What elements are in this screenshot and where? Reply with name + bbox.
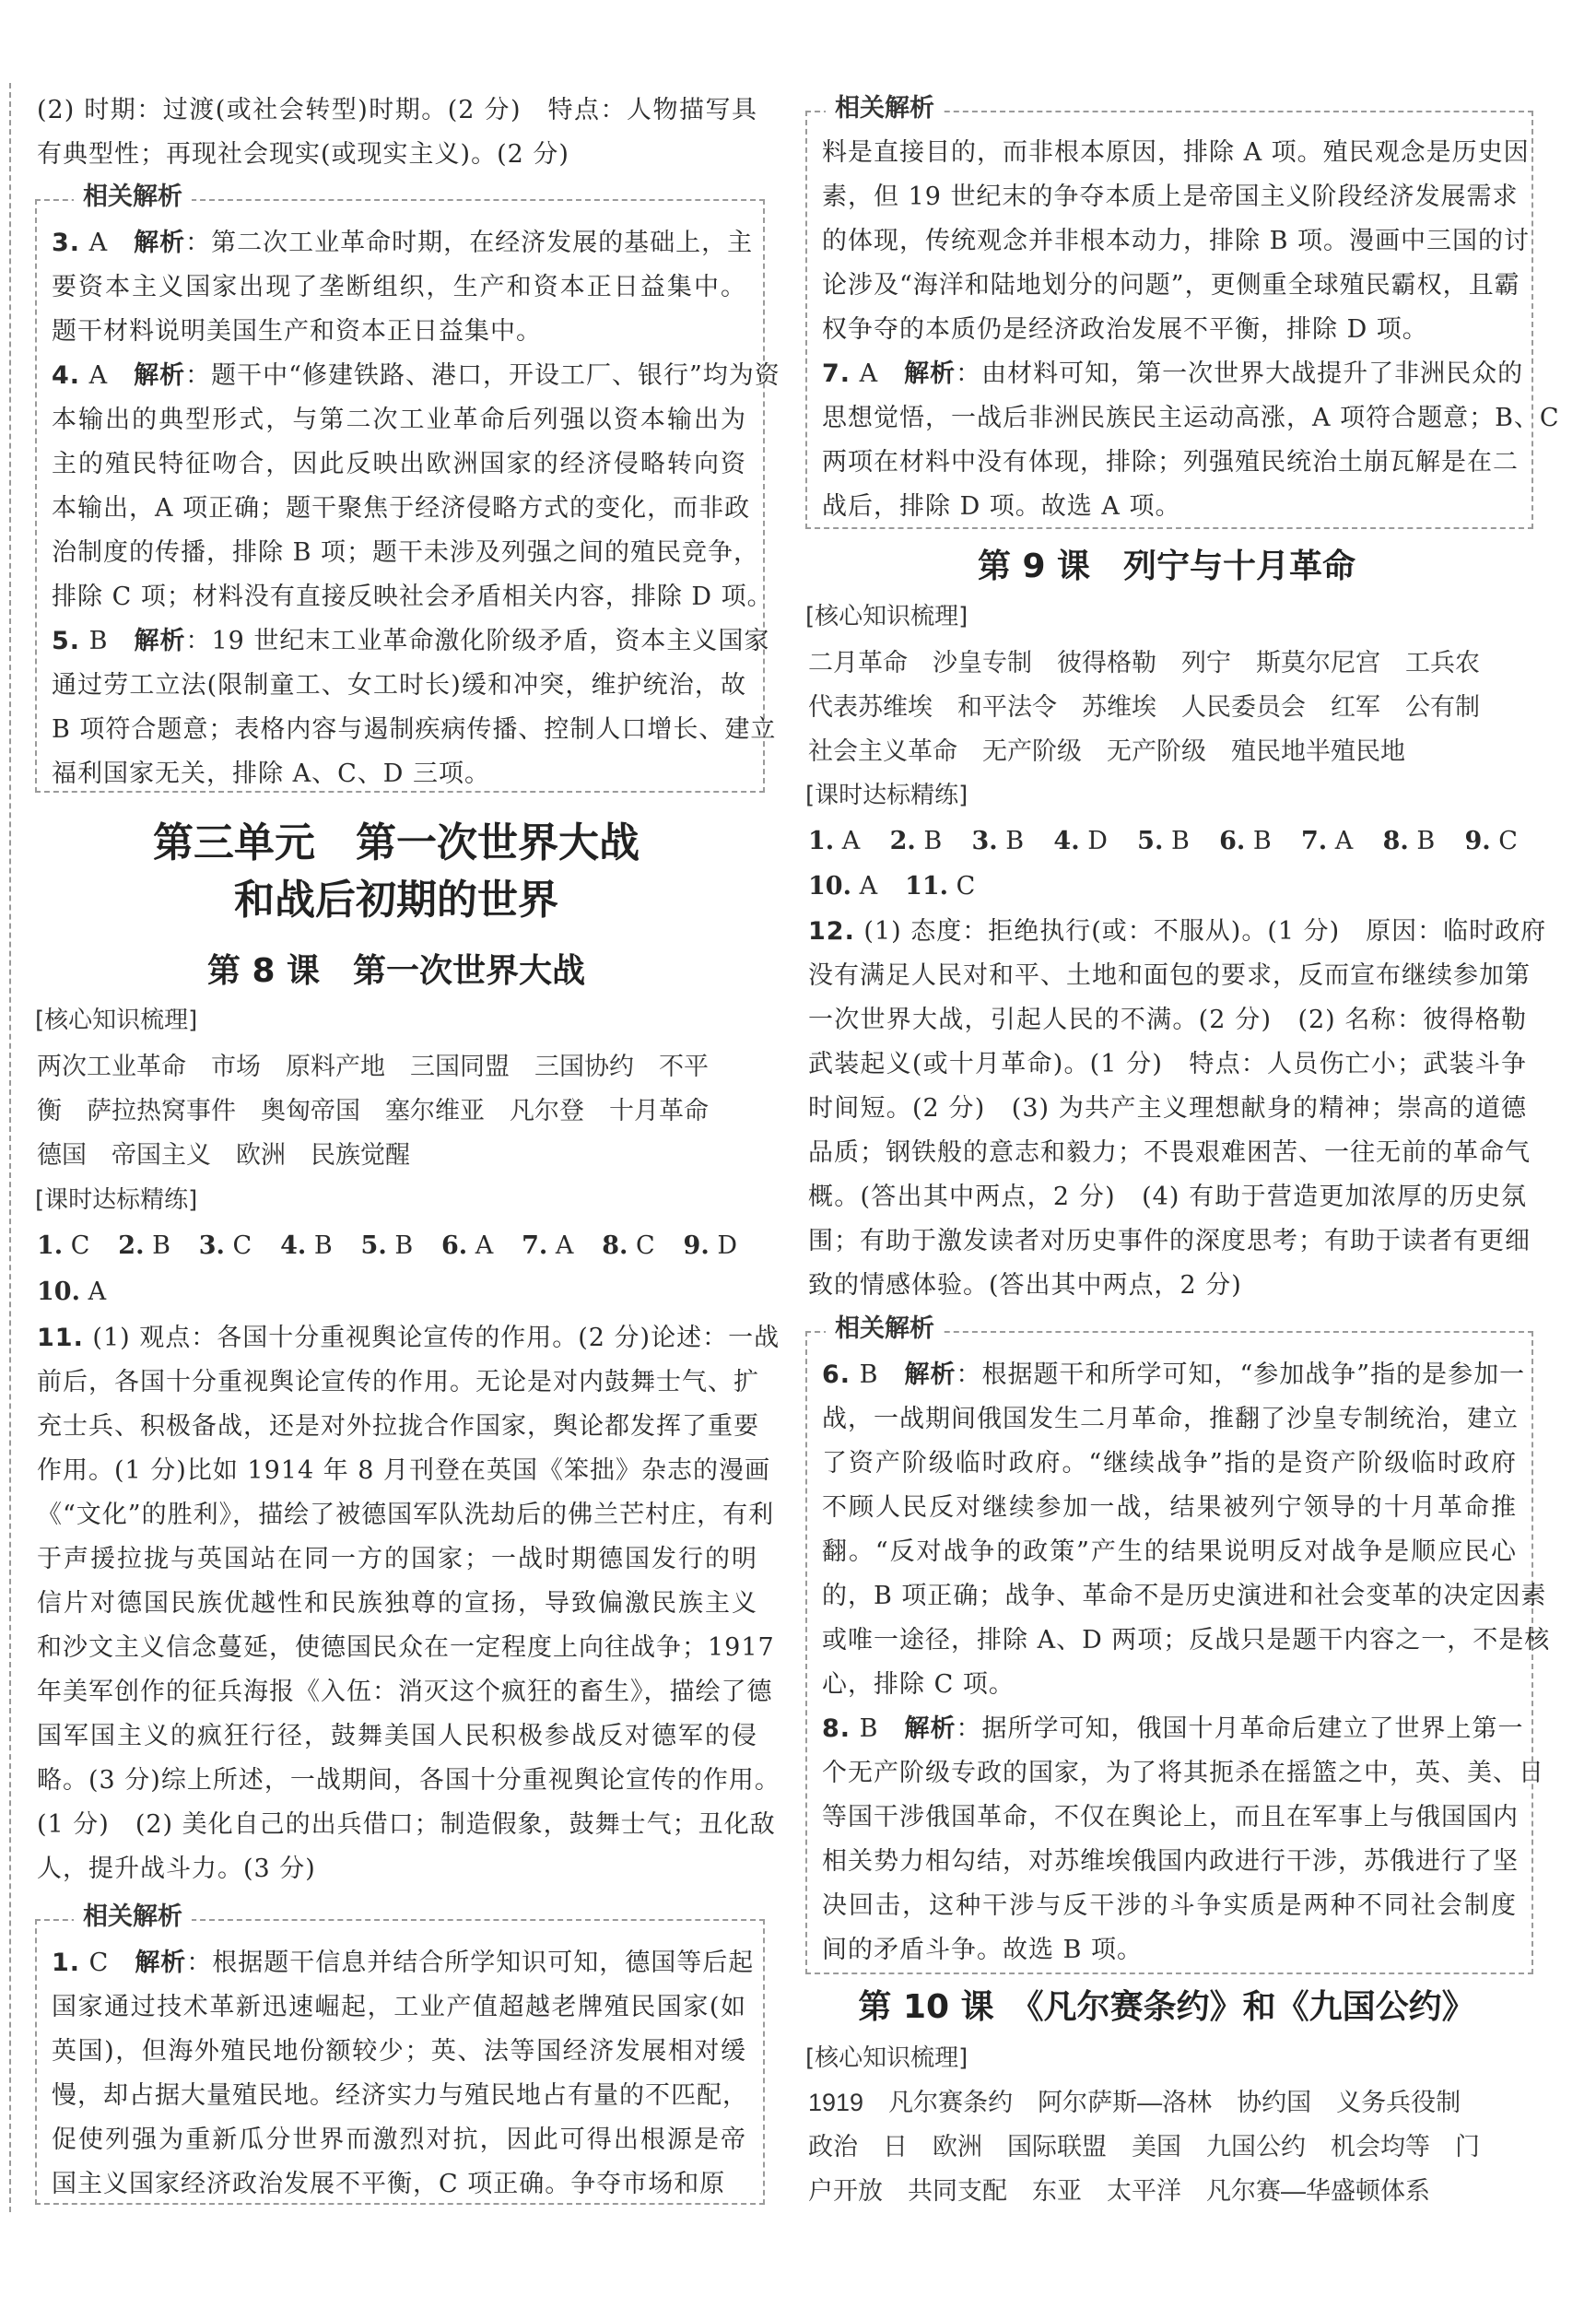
- answer-choice: C: [956, 872, 976, 901]
- line-text: 了资产阶级临时政府。“继续战争”指的是资产阶级临时政府: [822, 1449, 1517, 1478]
- question-number: 10.: [37, 1278, 80, 1306]
- text-line: [37, 1759, 780, 1803]
- question-number: 8.: [1382, 827, 1409, 855]
- line-text: 个无产阶级专政的国家，为了将其扼杀在摇篮之中，英、美、日: [822, 1759, 1544, 1787]
- text-line: [37, 1316, 780, 1360]
- text-line: [808, 1042, 1527, 1087]
- analysis-continued: [822, 131, 1531, 352]
- text-line: [822, 1884, 1517, 1928]
- answer-item: [1219, 819, 1272, 864]
- text-line: [808, 1219, 1531, 1264]
- answer-choice: B: [1170, 827, 1190, 855]
- answer-choice: D: [1087, 827, 1108, 855]
- line-text: 主的殖民特征吻合，因此反映出欧洲国家的经济侵略转向资: [52, 450, 746, 478]
- line-text: ：根据题干信息并结合所学知识可知，德国等后起: [186, 1949, 755, 1977]
- analysis-label: 解析: [134, 229, 186, 257]
- line-text: 福利国家无关，排除 A、C、D 三项。: [52, 760, 490, 788]
- analysis-label: 解析: [134, 627, 186, 655]
- line-text: 本输出，A 项正确；题干聚焦于经济侵略方式的变化，而非政: [52, 494, 751, 523]
- text-line: 有典型性；再现社会现实(或现实主义)。(2 分): [37, 140, 569, 169]
- answer-row: [37, 1224, 737, 1268]
- answer-choice: A: [555, 1231, 574, 1260]
- line-text: 致的情感体验。(答出其中两点，2 分): [808, 1271, 1242, 1300]
- answer-item: [808, 865, 877, 909]
- answer-item: [1053, 819, 1107, 864]
- answer-choice: A: [88, 229, 109, 257]
- core-knowledge-label: [核心知识梳理]: [805, 2044, 968, 2072]
- answer-choice: A: [859, 872, 878, 901]
- analysis-label: 解析: [904, 359, 956, 388]
- answer-choice: B: [923, 827, 943, 855]
- core-knowledge-label: [核心知识梳理]: [35, 1007, 198, 1034]
- text-line: [52, 265, 746, 310]
- terms-line: 二月革命 沙皇专制 彼得格勒 列宁 斯莫尔尼宫 工兵农: [808, 649, 1480, 677]
- text-line: [37, 1537, 757, 1582]
- text-line: [37, 1493, 775, 1537]
- question-number: 7.: [1301, 827, 1328, 855]
- line-text: 品质；钢铁般的意志和毅力；不畏艰难困苦、一往无前的革命气: [808, 1138, 1531, 1167]
- line-text: 前后，各国十分重视舆论宣传的作用。无论是对内鼓舞士气、扩: [37, 1368, 759, 1396]
- answer-item: [890, 819, 943, 864]
- core-knowledge-terms: [808, 2080, 1530, 2213]
- question-number: 3.: [971, 827, 998, 855]
- text-line: [52, 1941, 755, 1985]
- text-line: [822, 1442, 1517, 1486]
- line-text: (1) 态度：拒绝执行(或：不服从)。(1 分) 原因：临时政府: [854, 917, 1547, 946]
- line-text: 本输出的典型形式，与第二次工业革命后列强以资本输出为: [52, 406, 746, 434]
- answer-item: [808, 819, 860, 864]
- line-text: 排除 C 项；材料没有直接反映社会矛盾相关内容，排除 D 项。: [52, 583, 773, 611]
- text-line: [52, 664, 746, 708]
- line-text: 促使列强为重新瓜分世界而激烈对抗，因此可得出根源是帝: [52, 2126, 746, 2154]
- line-text: ：由材料可知，第一次世界大战提升了非洲民众的: [956, 359, 1524, 388]
- text-line: [37, 1449, 771, 1493]
- line-text: ：题干中“修建铁路、港口，开设工厂、银行”均为资: [185, 361, 780, 390]
- line-text: 时间短。(2 分) (3) 为共产主义理想献身的精神；崇高的道德: [808, 1094, 1527, 1123]
- line-text: 要资本主义国家出现了垄断组织，生产和资本正日益集中。: [52, 273, 746, 301]
- line-text: 充士兵、积极备战，还是对外拉拢合作国家，舆论都发挥了重要: [37, 1412, 759, 1441]
- analysis-label: 解析: [134, 361, 186, 390]
- line-text: 围；有助于激发读者对历史事件的深度思考；有助于读者有更细: [808, 1227, 1531, 1255]
- text-line: [808, 1175, 1527, 1219]
- text-line: [52, 487, 751, 531]
- question-number: 1.: [37, 1231, 64, 1260]
- question-number: 5.: [52, 627, 81, 655]
- text-line: 论涉及“海洋和陆地划分的问题”，更侧重全球殖民霸权，且霸: [822, 271, 1520, 300]
- question-number: 6.: [441, 1231, 468, 1260]
- answer-choice: B: [88, 627, 109, 655]
- answer-choice: A: [88, 1278, 107, 1306]
- terms-line: 德国 帝国主义 欧洲 民族觉醒: [37, 1141, 410, 1169]
- text-line: [822, 441, 1517, 485]
- text-line: [808, 1264, 1527, 1308]
- practice-label: [课时达标精练]: [805, 782, 968, 809]
- text-line: [808, 998, 1527, 1042]
- analysis-items: [52, 221, 780, 796]
- line-text: 英国)，但海外殖民地份额较少；英、法等国经济发展相对缓: [52, 2037, 746, 2066]
- text-line: [822, 1574, 1547, 1619]
- question-number: 4.: [52, 361, 81, 390]
- answer-choice: A: [1334, 827, 1354, 855]
- answer-choice: B: [1416, 827, 1436, 855]
- question-number: 9.: [683, 1231, 710, 1260]
- question-number: 10.: [808, 872, 851, 901]
- answer-item: [280, 1224, 333, 1268]
- line-text: 一次世界大战，引起人民的不满。(2 分) (2) 名称：彼得格勒: [808, 1006, 1527, 1034]
- answer-choice: D: [717, 1231, 737, 1260]
- answer-choice: C: [70, 1231, 90, 1260]
- line-text: 概。(答出其中两点，2 分) (4) 有助于营造更加浓厚的历史氛: [808, 1183, 1527, 1211]
- answer-item: [37, 1224, 89, 1268]
- line-text: 武装起义(或十月革命)。(1 分) 特点：人员伤亡小；武装斗争: [808, 1050, 1527, 1078]
- analysis-box: [805, 1314, 1551, 1974]
- question-number: 11.: [905, 872, 949, 901]
- text-line: [822, 485, 1517, 529]
- answer-choice: B: [394, 1231, 414, 1260]
- analysis-items: [822, 352, 1560, 529]
- line-text: 思想觉悟，一战后非洲民族民主运动高涨，A 项符合题意；B、C: [822, 404, 1560, 432]
- terms-line: 两次工业革命 市场 原料产地 三国同盟 三国协约 不平: [37, 1053, 709, 1080]
- analysis-box-title: 相关解析: [826, 1309, 944, 1349]
- unit-title: [28, 815, 765, 929]
- line-text: ：根据题干和所学可知，“参加战争”指的是参加一: [956, 1360, 1526, 1389]
- text-line: [822, 1707, 1524, 1751]
- question-11-answer: [37, 1316, 780, 1891]
- text-line: [52, 531, 760, 575]
- answer-choice: C: [232, 1231, 252, 1260]
- line-text: 等国干涉俄国革命，不仅在舆论上，而且在军事上与俄国国内: [822, 1803, 1519, 1831]
- text-line: [822, 1663, 1517, 1707]
- line-text: 通过劳工立法(限制童工、女工时长)缓和冲突，维护统治，故: [52, 671, 746, 700]
- answer-item: [905, 865, 975, 909]
- question-number: 1.: [808, 827, 835, 855]
- answer-row: [808, 865, 1518, 909]
- analysis-items: [822, 1353, 1551, 1973]
- text-line: [52, 310, 746, 354]
- question-number: 2.: [118, 1231, 145, 1260]
- analysis-label: 解析: [904, 1360, 956, 1389]
- terms-line: 政治 日 欧洲 国际联盟 美国 九国公约 机会均等 门: [808, 2133, 1480, 2161]
- text-line: [52, 2118, 746, 2162]
- unit-title-line-1: 第三单元 第一次世界大战: [153, 819, 640, 866]
- answer-choice: B: [859, 1714, 879, 1743]
- text-line: [37, 1714, 757, 1759]
- line-text: 或唯一途径，排除 A、D 两项；反战只是题干内容之一，不是核: [822, 1626, 1551, 1655]
- answer-item: [118, 1224, 170, 1268]
- answer-choice: B: [859, 1360, 879, 1389]
- unit-title-line-2: 和战后初期的世界: [234, 877, 558, 924]
- answer-choice: C: [88, 1949, 110, 1977]
- question-number: 6.: [1219, 827, 1246, 855]
- analysis-box: [35, 1902, 765, 2205]
- answer-choice: B: [152, 1231, 170, 1260]
- text-line: [822, 1751, 1544, 1796]
- text-line: 料是直接目的，而非根本原因，排除 A 项。殖民观念是历史因: [822, 138, 1530, 167]
- terms-line: 代表苏维埃 和平法令 苏维埃 人民委员会 红军 公有制: [808, 693, 1480, 721]
- text-line: [52, 752, 746, 796]
- answer-item: [972, 819, 1025, 864]
- question-number: 3.: [52, 229, 81, 257]
- text-line: [822, 1486, 1517, 1530]
- text-line: [37, 1405, 757, 1449]
- line-text: B 项符合题意；表格内容与遏制疾病传播、控制人口增长、建立: [52, 715, 777, 744]
- text-line: [37, 1803, 776, 1847]
- line-text: 《“文化”的胜利》，描绘了被德国军队洗劫后的佛兰芒村庄，有利: [37, 1501, 775, 1529]
- analysis-box: [805, 94, 1560, 529]
- line-text: 于声援拉拢与英国站在同一方的国家；一战时期德国发行的明: [37, 1545, 757, 1573]
- analysis-box: [35, 183, 780, 793]
- text-line: [808, 1131, 1531, 1175]
- answer-item: [1137, 819, 1190, 864]
- answer-choice: A: [841, 827, 861, 855]
- text-line: [822, 1353, 1526, 1397]
- question-number: 12.: [808, 917, 855, 946]
- left-margin-dashed-rule: [9, 83, 11, 2212]
- question-number: 8.: [822, 1714, 851, 1743]
- text-line: [52, 2030, 746, 2074]
- text-line: [37, 1360, 757, 1405]
- text-line: [37, 1670, 773, 1714]
- text-line: [52, 2162, 746, 2207]
- answer-item: [1301, 819, 1353, 864]
- line-text: 国家通过技术革新迅速崛起，工业产值超越老牌殖民国家(如: [52, 1993, 746, 2021]
- question-number: 1.: [52, 1949, 81, 1977]
- line-text: 战，一战期间俄国发生二月革命，推翻了沙皇专制统治，建立: [822, 1405, 1519, 1433]
- answer-choice: A: [475, 1231, 494, 1260]
- question-number: 4.: [1053, 827, 1080, 855]
- line-text: ：第二次工业革命时期，在经济发展的基础上，主: [185, 229, 754, 257]
- text-line: [822, 396, 1560, 441]
- analysis-box-title: 相关解析: [74, 1897, 192, 1937]
- text-line: [52, 575, 773, 619]
- line-text: 的，B 项正确；战争、革命不是历史演进和社会变革的决定因素: [822, 1582, 1547, 1610]
- lesson-10-title: 第 10 课 《凡尔赛条约》和《九国公约》: [858, 1988, 1475, 2026]
- text-line: (2) 时期：过渡(或社会转型)时期。(2 分) 特点：人物描写具: [37, 96, 757, 124]
- core-knowledge-label: [核心知识梳理]: [805, 603, 968, 630]
- line-text: 决回击，这种干涉与反干涉的斗争实质是两种不同社会制度: [822, 1891, 1517, 1920]
- line-text: 相关势力相勾结，对苏维埃俄国内政进行干涉，苏俄进行了坚: [822, 1847, 1519, 1876]
- analysis-label: 解析: [135, 1949, 187, 1977]
- text-line: [822, 1796, 1517, 1840]
- terms-line: 1919 凡尔赛条约 阿尔萨斯—洛林 协约国 义务兵役制: [808, 2089, 1461, 2116]
- answer-item: [1465, 819, 1518, 864]
- text-line: [822, 1619, 1551, 1663]
- intro-answer: [37, 88, 757, 177]
- line-text: (1 分) (2) 美化自己的出兵借口；制造假象，鼓舞士气；丑化敌: [37, 1810, 776, 1839]
- question-number: 5.: [1137, 827, 1164, 855]
- question-number: 11.: [37, 1324, 84, 1352]
- answer-item: [199, 1224, 252, 1268]
- terms-line: 户开放 共同支配 东亚 太平洋 凡尔赛—华盛顿体系: [808, 2177, 1430, 2205]
- line-text: 间的矛盾斗争。故选 B 项。: [822, 1936, 1144, 1964]
- answer-choice: B: [313, 1231, 333, 1260]
- answer-choice: C: [1498, 827, 1518, 855]
- practice-label: [课时达标精练]: [35, 1186, 198, 1214]
- line-text: 题干材料说明美国生产和资本正日益集中。: [52, 317, 542, 346]
- line-text: 年美军创作的征兵海报《入伍：消灭这个疯狂的畜生》，描绘了德: [37, 1678, 773, 1706]
- question-number: 8.: [602, 1231, 628, 1260]
- text-line: 的体现，传统观念并非根本动力，排除 B 项。漫画中三国的讨: [822, 227, 1531, 255]
- question-number: 4.: [280, 1231, 307, 1260]
- answer-item: [684, 1224, 737, 1268]
- question-number: 3.: [198, 1231, 225, 1260]
- line-text: 作用。(1 分)比如 1914 年 8 月刊登在英国《笨拙》杂志的漫画: [37, 1456, 771, 1485]
- text-line: [52, 2074, 746, 2118]
- text-line: 素，但 19 世纪末的争夺本质上是帝国主义阶段经济发展需求: [822, 183, 1519, 211]
- answer-item: [361, 1224, 414, 1268]
- text-line: [808, 954, 1531, 998]
- analysis-box-title: 相关解析: [826, 88, 944, 129]
- lesson-8-title: 第 8 课 第一次世界大战: [206, 952, 586, 990]
- line-text: 慢，却占据大量殖民地。经济实力与殖民地占有量的不匹配，: [52, 2081, 748, 2110]
- answer-item: [37, 1270, 106, 1314]
- text-line: [822, 1928, 1517, 1973]
- text-line: [822, 1530, 1517, 1574]
- answer-item: [522, 1224, 573, 1268]
- line-text: 人，提升战斗力。(3 分): [37, 1855, 316, 1883]
- question-number: 6.: [822, 1360, 851, 1389]
- text-line: [52, 619, 770, 664]
- text-line: [52, 398, 746, 442]
- line-text: ：据所学可知，俄国十月革命后建立了世界上第一: [956, 1714, 1524, 1743]
- answer-choice: C: [636, 1231, 655, 1260]
- line-text: 战后，排除 D 项。故选 A 项。: [822, 492, 1181, 521]
- analysis-items: [52, 1941, 755, 2207]
- answer-item: [602, 1224, 654, 1268]
- question-number: 7.: [822, 359, 851, 388]
- core-knowledge-terms: [37, 1044, 757, 1177]
- line-text: 不顾人民反对继续参加一战，结果被列宁领导的十月革命推: [822, 1493, 1517, 1522]
- question-number: 2.: [889, 827, 916, 855]
- line-text: 翻。“反对战争的政策”产生的结果说明反对战争是顺应民心: [822, 1537, 1517, 1566]
- answer-row: [37, 1270, 737, 1314]
- answer-choice: A: [859, 359, 879, 388]
- question-number: 7.: [522, 1231, 548, 1260]
- line-text: 两项在材料中没有体现，排除；列强殖民统治土崩瓦解是在二: [822, 448, 1519, 477]
- answer-choice: B: [1005, 827, 1025, 855]
- text-line: [52, 354, 780, 398]
- text-line: 权争夺的本质仍是经济政治发展不平衡，排除 D 项。: [822, 315, 1428, 344]
- terms-line: 衡 萨拉热窝事件 奥匈帝国 塞尔维亚 凡尔登 十月革命: [37, 1097, 709, 1125]
- text-line: [808, 910, 1547, 954]
- line-text: ：19 世纪末工业革命激化阶级矛盾，资本主义国家: [185, 627, 770, 655]
- text-line: [37, 1626, 775, 1670]
- line-text: 信片对德国民族优越性和民族独尊的宣扬，导致偏激民族主义: [37, 1589, 757, 1618]
- line-text: (1) 观点：各国十分重视舆论宣传的作用。(2 分)论述：一战: [83, 1324, 780, 1352]
- line-text: 没有满足人民对和平、土地和面包的要求，反而宣布继续参加第: [808, 961, 1531, 990]
- text-line: [52, 221, 754, 265]
- terms-line: 社会主义革命 无产阶级 无产阶级 殖民地半殖民地: [808, 737, 1405, 765]
- text-line: [808, 1087, 1527, 1131]
- core-knowledge-terms: [808, 641, 1530, 773]
- line-text: 国军国主义的疯狂行径，鼓舞美国人民积极参战反对德军的侵: [37, 1722, 757, 1750]
- line-text: 治制度的传播，排除 B 项；题干未涉及列强之间的殖民竞争，: [52, 538, 760, 567]
- text-line: [52, 708, 777, 752]
- answer-choice: A: [88, 361, 109, 390]
- line-text: 心，排除 C 项。: [822, 1670, 1015, 1699]
- answer-row: [808, 819, 1518, 864]
- text-line: [822, 1397, 1517, 1442]
- text-line: [37, 1582, 757, 1626]
- question-number: 5.: [360, 1231, 387, 1260]
- analysis-box-title: 相关解析: [74, 177, 192, 218]
- lesson-9-title: 第 9 课 列宁与十月革命: [977, 548, 1356, 585]
- question-12-answer: [808, 910, 1547, 1308]
- line-text: 略。(3 分)综上所述，一战期间，各国十分重视舆论宣传的作用。: [37, 1766, 780, 1795]
- question-number: 9.: [1464, 827, 1491, 855]
- text-line: [52, 1985, 746, 2030]
- text-line: [37, 1847, 757, 1891]
- line-text: 和沙文主义信念蔓延，使德国民众在一定程度上向往战争；1917: [37, 1633, 775, 1662]
- text-line: [52, 442, 746, 487]
- answer-item: [1383, 819, 1436, 864]
- text-line: [822, 1840, 1517, 1884]
- line-text: 国主义国家经济政治发展不平衡，C 项正确。争夺市场和原: [52, 2170, 726, 2198]
- text-line: [822, 352, 1524, 396]
- answer-choice: B: [1252, 827, 1272, 855]
- answer-item: [441, 1224, 493, 1268]
- analysis-label: 解析: [904, 1714, 956, 1743]
